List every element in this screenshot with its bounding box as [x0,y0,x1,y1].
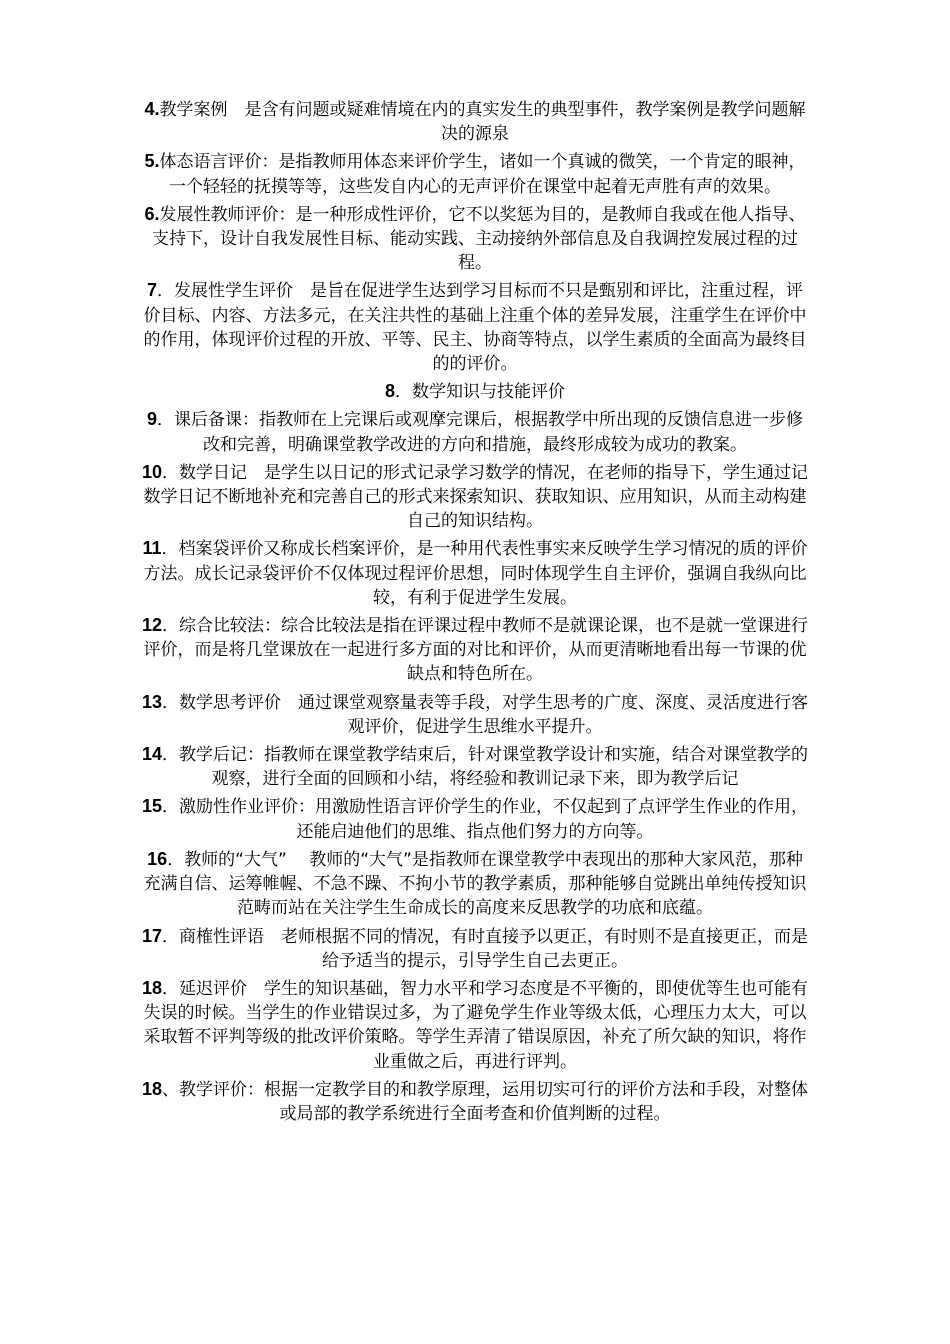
entry-number: 14 [141,744,163,765]
glossary-entry-18a [140,976,810,1074]
entry-text: ．课后备课：指教师在上完课后或观摩完课后，根据教学中所出现的反馈信息进一步修改和完善，明确课堂教学改进的方向和措施，最终形成较为成功的教案。 [157,410,803,455]
entry-number: 7 [146,280,157,301]
entry-text: ．发展性学生评价 是旨在促进学生达到学习目标而不只是甄别和评比，注重过程，评价目标、内容、方法多元，在关注共性的基础上注重个体的差异发展，注重学生在评价中的作用，体现评价过程的开放、平等、民主、协商等特点，以学生素质的全面高为最终目的的评价。 [143,281,807,375]
glossary-entry-18b [140,1077,810,1126]
entry-text: 教学案例 是含有问题或疑难情境在内的真实发生的典型事件，教学案例是教学问题解决的源泉 [159,100,806,145]
glossary-entry-11 [140,536,810,610]
entry-number: 6. [144,203,160,224]
glossary-entry-7 [140,278,810,376]
entry-text: 发展性教师评价：是一种形成性评价，它不以奖惩为目的，是教师自我或在他人指导、支持下，设计自我发展性目标、能动实践、主动接纳外部信息及自我调控发展过程的过程。 [152,204,806,274]
glossary-entry-6 [140,202,810,276]
entry-text: ．教师的“大气” 教师的“大气”是指教师在课堂教学中表现出的那种大家风范，那种充满自信、运筹帷幄、不急不躁、不拘小节的教学素质，那种能够自觉跳出单纯传授知识范畴而站在关注学生生命成长的高度来反思教学的功底和底蕴。 [143,849,807,919]
entry-text: ．延迟评价 学生的知识基础，智力水平和学习态度是不平衡的，即使优等生也可能有失误的时候。当学生的作业错误过多，为了避免学生作业等级太低，心理压力太大，可以采取暂不评判等级的批改评价策略。等学生弄清了错误原因，补充了所欠缺的知识，将作业重做之后，再进行评判。 [143,978,809,1072]
glossary-entry-9 [140,407,810,456]
entry-number: 16 [147,848,168,869]
entry-text: 体态语言评价：是指教师用体态来评价学生，诸如一个真诚的微笑，一个肯定的眼神，一个轻轻的抚摸等等，这些发自内心的无声评价在课堂中起着无声胜有声的效果。 [159,152,806,197]
entry-text: 、教学评价：根据一定教学目的和教学原理，运用切实可行的评价方法和手段，对整体或局部的教学系统进行全面考查和价值判断的过程。 [162,1079,809,1124]
entry-number: 8 [384,381,395,402]
entry-number: 15 [141,796,163,817]
glossary-entry-10 [140,460,810,534]
entry-number: 18 [141,977,163,998]
glossary-entry-15 [140,794,810,843]
glossary-entry-8 [140,379,810,404]
entry-text: ．数学知识与技能评价 [395,382,565,403]
entry-number: 12 [141,615,163,636]
glossary-entry-12 [140,613,810,687]
entry-number: 4. [144,99,160,119]
entry-text: ．综合比较法：综合比较法是指在评课过程中教师不是就课论课，也不是就一堂课进行评价，而是将几堂课放在一起进行多方面的对比和评价，从而更清晰地看出每一节课的优缺点和特色所在。 [143,616,809,685]
entry-number: 9 [146,409,157,430]
entry-text: ．数学思考评价 通过课堂观察量表等手段，对学生思考的广度、深度、灵活度进行客观评价，促进学生思维水平提升。 [162,692,809,737]
entry-number: 13 [141,691,163,712]
glossary-entry-13 [140,690,810,739]
entry-number: 17 [141,925,163,946]
entry-number: 5. [144,151,160,172]
entry-number: 10 [141,461,163,482]
entry-text: ．激励性作业评价：用激励性语言评价学生的作业，不仅起到了点评学生作业的作用，还能启迪他们的思维、指点他们努力的方向等。 [162,797,809,842]
glossary-entry-14 [140,742,810,791]
glossary-entry-5 [140,149,810,198]
entry-text: ．档案袋评价又称成长档案评价，是一种用代表性事实来反映学生学习情况的质的评价方法。成长记录袋评价不仅体现过程评价思想，同时体现学生自主评价，强调自我纵向比较，有利于促进学生发展。 [143,539,808,608]
document-body [140,97,810,1129]
entry-number: 11 [142,538,162,559]
glossary-entry-4 [140,97,810,146]
entry-text: ．教学后记：指教师在课堂教学结束后，针对课堂教学设计和实施，结合对课堂教学的观察，进行全面的回顾和小结，将经验和教训记录下来，即为教学后记 [162,745,809,790]
entry-number: 18 [141,1078,163,1099]
entry-text: ．商榷性评语 老师根据不同的情况，有时直接予以更正，有时则不是直接更正，而是给予适当的提示，引导学生自己去更正。 [162,926,809,971]
entry-text: ．数学日记 是学生以日记的形式记录学习数学的情况，在老师的指导下，学生通过记数学日记不断地补充和完善自己的形式来探索知识、获取知识、应用知识，从而主动构建自己的知识结构。 [143,462,809,532]
glossary-entry-17 [140,924,810,973]
glossary-entry-16 [140,847,810,921]
